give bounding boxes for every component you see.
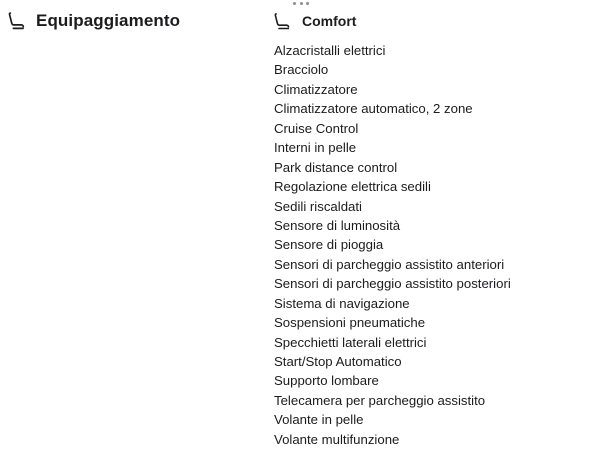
seat-icon	[6, 10, 27, 31]
list-item: Volante in pelle	[274, 412, 364, 428]
equipment-header	[6, 10, 180, 31]
list-item: Bracciolo	[274, 62, 329, 78]
list-item: Start/Stop Automatico	[274, 354, 402, 369]
more-dots-icon[interactable]	[293, 2, 309, 6]
list-item: Specchietti laterali elettrici	[274, 334, 427, 350]
list-item: Telecamera per parcheggio assistito	[274, 392, 486, 408]
list-item: Cruise Control	[274, 120, 359, 136]
list-item: Climatizzatore automatico, 2 zone	[274, 101, 473, 117]
list-item: Sensore di pioggia	[274, 237, 384, 253]
list-item: Sensori di parcheggio assistito anteriori	[274, 256, 505, 272]
seat-icon	[272, 11, 292, 31]
list-item: Sensore di luminosità	[274, 217, 401, 233]
list-item: Sospensioni pneumatiche	[274, 315, 426, 331]
comfort-header	[272, 11, 356, 31]
list-item: Alzacristalli elettrici	[274, 43, 386, 58]
list-item: Regolazione elettrica sedili	[274, 179, 431, 195]
list-item: Sedili riscaldati	[274, 198, 362, 214]
comfort-title: Comfort	[302, 13, 357, 29]
list-item: Park distance control	[274, 159, 398, 175]
list-item: Climatizzatore	[274, 81, 358, 97]
list-item: Sensori di parcheggio assistito posteriori	[274, 276, 511, 292]
list-item: Volante multifunzione	[274, 431, 400, 447]
comfort-feature-list	[274, 41, 511, 449]
equipment-title: Equipaggiamento	[36, 10, 181, 30]
list-item: Interni in pelle	[274, 140, 357, 156]
list-item: Sistema di navigazione	[274, 295, 410, 311]
list-item: Supporto lombare	[274, 373, 379, 389]
